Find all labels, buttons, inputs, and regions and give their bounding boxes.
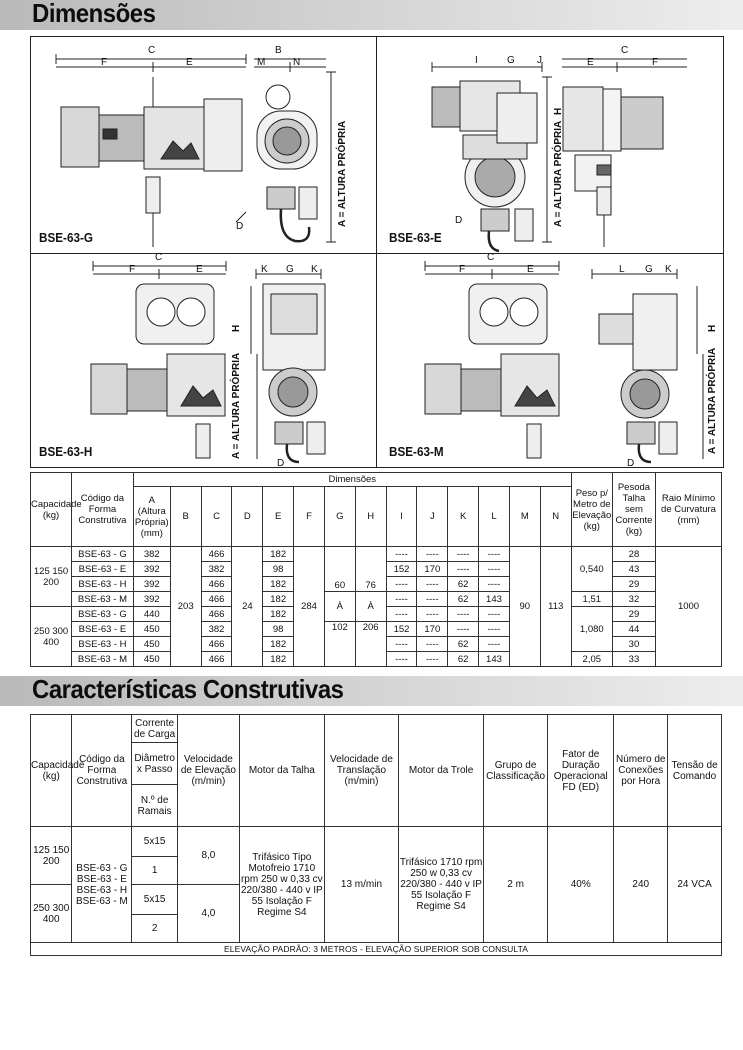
cell-k: 62 (448, 652, 479, 667)
col-motor-trole: Motor da Trole (399, 715, 484, 827)
col-i: I (386, 487, 417, 547)
cell-e: 182 (263, 607, 294, 622)
heading-dimensoes (0, 0, 743, 30)
cell-a: 450 (133, 637, 170, 652)
cell-i: ---- (386, 637, 417, 652)
cell-i: ---- (386, 652, 417, 667)
dim-label-m: M (257, 57, 266, 68)
cell-tensao: 24 VCA (668, 827, 722, 943)
cell-i: 152 (386, 562, 417, 577)
cell-pesoda: 44 (612, 622, 655, 637)
cell-h-top: 76 (355, 547, 386, 592)
col-g: G (324, 487, 355, 547)
cell-j: ---- (417, 607, 448, 622)
dim-label-i: I (475, 55, 478, 66)
cell-codigo: BSE-63 - G (72, 547, 134, 562)
cell-a: 392 (133, 577, 170, 592)
cell-pesoda: 29 (612, 607, 655, 622)
cell-k: 62 (448, 637, 479, 652)
cell-capacidade: 250 300 400 (31, 885, 72, 943)
cell-k: ---- (448, 547, 479, 562)
cell-l: ---- (479, 547, 510, 562)
dim-label-d: D (277, 458, 285, 469)
col-b: B (170, 487, 201, 547)
dim-label-k2: K (311, 264, 318, 275)
cell-j: ---- (417, 577, 448, 592)
cell-pesoda: 28 (612, 547, 655, 562)
cell-ramais: 2 (132, 915, 178, 943)
cell-e: 182 (263, 592, 294, 607)
diagram-bse-63-h (31, 254, 375, 469)
cell-e: 98 (263, 622, 294, 637)
cell-peso: 0,540 (571, 547, 612, 592)
diagram-label: BSE-63-M (389, 444, 444, 459)
cell-vel-elev: 8,0 (177, 827, 239, 885)
col-numero: Número de Conexões por Hora (614, 715, 668, 827)
col-vel-trans: Velocidade de Translação (m/min) (324, 715, 398, 827)
dim-label-f: F (129, 264, 136, 275)
cell-c: 466 (201, 592, 232, 607)
col-codigo: Código da Forma Construtiva (72, 715, 132, 827)
cell-codigo: BSE-63 - M (72, 592, 134, 607)
cell-fator: 40% (548, 827, 614, 943)
cell-m: 90 (509, 547, 540, 667)
cell-grupo: 2 m (484, 827, 548, 943)
hoist-drawing-m (377, 254, 721, 467)
cell-pesoda: 29 (612, 577, 655, 592)
cell-ramais: 1 (132, 857, 178, 885)
cell-peso: 2,05 (571, 652, 612, 667)
cell-numero: 240 (614, 827, 668, 943)
cell-j: ---- (417, 547, 448, 562)
cell-l: ---- (479, 577, 510, 592)
col-group-dimensoes: Dimensões (133, 473, 571, 487)
cell-capacidade: 125 150 200 (31, 827, 72, 885)
col-diametro: Diâmetro x Passo (132, 743, 178, 785)
characteristics-table (30, 714, 722, 956)
cell-n: 113 (540, 547, 571, 667)
col-d: D (232, 487, 263, 547)
cell-b: 203 (170, 547, 201, 667)
cell-l: ---- (479, 607, 510, 622)
cell-j: ---- (417, 637, 448, 652)
cell-g-bot: 102 (324, 622, 355, 667)
dim-label-c: C (487, 252, 495, 263)
cell-j: ---- (417, 592, 448, 607)
cell-c: 466 (201, 607, 232, 622)
dim-label-altura: A = ALTURA PRÓPRIA (337, 120, 348, 227)
cell-i: ---- (386, 592, 417, 607)
cell-diametro: 5x15 (132, 827, 178, 857)
cell-g-top: 60 (324, 547, 355, 592)
cell-e: 98 (263, 562, 294, 577)
col-f: F (294, 487, 325, 547)
dim-label-e: E (196, 264, 203, 275)
col-e: E (263, 487, 294, 547)
cell-codigo: BSE-63 - H (72, 637, 134, 652)
dim-label-e: E (587, 57, 594, 68)
cell-codigo: BSE-63 - E (72, 562, 134, 577)
dim-label-f: F (101, 57, 108, 68)
col-grupo: Grupo de Classificação (484, 715, 548, 827)
cell-e: 182 (263, 637, 294, 652)
cell-a: 450 (133, 622, 170, 637)
col-m: M (509, 487, 540, 547)
col-h: H (355, 487, 386, 547)
cell-a: 382 (133, 547, 170, 562)
cell-codigo: BSE-63 - E (72, 622, 134, 637)
cell-l: ---- (479, 562, 510, 577)
dim-label-h: H (231, 324, 242, 332)
cell-vel-elev: 4,0 (177, 885, 239, 943)
cell-l: 143 (479, 592, 510, 607)
cell-pesoda: 30 (612, 637, 655, 652)
cell-k: ---- (448, 607, 479, 622)
col-n: N (540, 487, 571, 547)
table-footer-row (31, 943, 722, 956)
hoist-drawing-h (31, 254, 375, 467)
table-row (31, 622, 722, 637)
dimensions-table (30, 472, 722, 667)
cell-a: 392 (133, 562, 170, 577)
cell-c: 466 (201, 577, 232, 592)
cell-a: 392 (133, 592, 170, 607)
cell-k: 62 (448, 592, 479, 607)
heading-caracteristicas-text: Características Construtivas (32, 674, 344, 704)
diagram-label: BSE-63-E (389, 230, 442, 245)
col-motor-talha: Motor da Talha (239, 715, 324, 827)
cell-codigo: BSE-63 - G (72, 607, 134, 622)
cell-codigo: BSE-63 - H (72, 577, 134, 592)
col-vel-elev: Velocidade de Elevação (m/min) (177, 715, 239, 827)
dim-label-k: K (261, 264, 268, 275)
dim-label-f: F (459, 264, 466, 275)
cell-k: ---- (448, 562, 479, 577)
cell-capacidade: 125 150 200 (31, 547, 72, 607)
footer-note: ELEVAÇÃO PADRÃO: 3 METROS - ELEVAÇÃO SUPERIOR SOB CONSULTA (31, 943, 722, 956)
col-k: K (448, 487, 479, 547)
cell-raio: 1000 (656, 547, 722, 667)
cell-c: 466 (201, 637, 232, 652)
dim-label-n: N (293, 57, 301, 68)
dim-label-h: H (707, 324, 718, 332)
dim-label-k: K (665, 264, 672, 275)
cell-i: ---- (386, 577, 417, 592)
cell-f: 284 (294, 547, 325, 667)
table-row (31, 547, 722, 562)
cell-vel-trans: 13 m/min (324, 827, 398, 943)
dim-label-g: G (286, 264, 294, 275)
cell-k: ---- (448, 622, 479, 637)
diagram-label: BSE-63-G (39, 230, 93, 245)
dim-label-c: C (155, 252, 163, 263)
cell-motor-talha: Trifásico Tipo Motofreio 1710 rpm 250 w 0,33 cv 220/380 - 440 v IP 55 Isolação F Regime S4 (239, 827, 324, 943)
cell-a: 440 (133, 607, 170, 622)
cell-pesoda: 33 (612, 652, 655, 667)
dim-label-altura: A = ALTURA PRÓPRIA (231, 352, 242, 459)
diagram-bse-63-e (377, 37, 721, 252)
col-pesoda: Pesoda Talha sem Corrente (kg) (612, 473, 655, 547)
cell-e: 182 (263, 547, 294, 562)
cell-c: 382 (201, 562, 232, 577)
cell-h-bot: 206 (355, 622, 386, 667)
col-capacidade: Capacidade (kg) (31, 715, 72, 827)
cell-c: 382 (201, 622, 232, 637)
cell-c: 466 (201, 652, 232, 667)
hoist-drawing-g (31, 37, 375, 252)
cell-j: 170 (417, 562, 448, 577)
cell-j: ---- (417, 652, 448, 667)
dim-label-f: F (652, 57, 659, 68)
cell-i: ---- (386, 607, 417, 622)
cell-c: 466 (201, 547, 232, 562)
dim-label-c: C (148, 45, 156, 56)
col-l: L (479, 487, 510, 547)
cell-d: 24 (232, 547, 263, 667)
diagram-bse-63-g (31, 37, 375, 252)
col-capacidade: Capacidade (kg) (31, 473, 72, 547)
cell-codigo: BSE-63 - G BSE-63 - E BSE-63 - H BSE-63 - M (72, 827, 132, 943)
dim-label-e: E (527, 264, 534, 275)
dim-label-altura: A = ALTURA PRÓPRIA (707, 347, 718, 454)
col-c: C (201, 487, 232, 547)
dim-label-l: L (619, 264, 625, 275)
cell-codigo: BSE-63 - M (72, 652, 134, 667)
diagram-grid (30, 36, 724, 468)
cell-l: ---- (479, 637, 510, 652)
cell-peso: 1,51 (571, 592, 612, 607)
dim-label-b: B (275, 45, 282, 56)
cell-pesoda: 32 (612, 592, 655, 607)
col-peso: Peso p/ Metro de Elevação (kg) (571, 473, 612, 547)
cell-g-mid: À (324, 592, 355, 622)
dim-label-d: D (455, 215, 463, 226)
cell-e: 182 (263, 652, 294, 667)
dim-label-e: E (186, 57, 193, 68)
heading-dimensoes-text: Dimensões (32, 0, 156, 28)
cell-l: ---- (479, 622, 510, 637)
cell-pesoda: 43 (612, 562, 655, 577)
cell-l: 143 (479, 652, 510, 667)
hoist-drawing-e (377, 37, 721, 252)
cell-e: 182 (263, 577, 294, 592)
table-row (31, 827, 722, 857)
dim-label-altura: A = ALTURA PRÓPRIA (553, 120, 564, 227)
dim-label-g: G (645, 264, 653, 275)
col-ramais: N.º de Ramais (132, 785, 178, 827)
table-row (31, 592, 722, 607)
cell-diametro: 5x15 (132, 885, 178, 915)
cell-a: 450 (133, 652, 170, 667)
cell-i: ---- (386, 547, 417, 562)
diagram-bse-63-m (377, 254, 721, 469)
cell-peso: 1,080 (571, 607, 612, 652)
dim-label-d: D (236, 221, 244, 232)
cell-motor-trole: Trifásico 1710 rpm 250 w 0,33 cv 220/380 - 440 v IP 55 Isolação F Regime S4 (399, 827, 484, 943)
dim-label-h: H (553, 107, 564, 115)
cell-k: 62 (448, 577, 479, 592)
col-tensao: Tensão de Comando (668, 715, 722, 827)
dim-label-j: J (537, 55, 542, 66)
cell-h-mid: À (355, 592, 386, 622)
col-a: A (Altura Própria) (mm) (133, 487, 170, 547)
dim-label-d: D (627, 458, 635, 469)
col-fator: Fator de Duração Operacional FD (ED) (548, 715, 614, 827)
dim-label-g: G (507, 55, 515, 66)
cell-capacidade: 250 300 400 (31, 607, 72, 667)
cell-j: 170 (417, 622, 448, 637)
cell-i: 152 (386, 622, 417, 637)
dim-label-c: C (621, 45, 629, 56)
col-codigo: Código da Forma Construtiva (72, 473, 134, 547)
col-raio: Raio Mínimo de Curvatura (mm) (656, 473, 722, 547)
col-corrente: Corrente de Carga (132, 715, 178, 743)
heading-caracteristicas (0, 676, 743, 706)
col-j: J (417, 487, 448, 547)
diagram-label: BSE-63-H (39, 444, 93, 459)
